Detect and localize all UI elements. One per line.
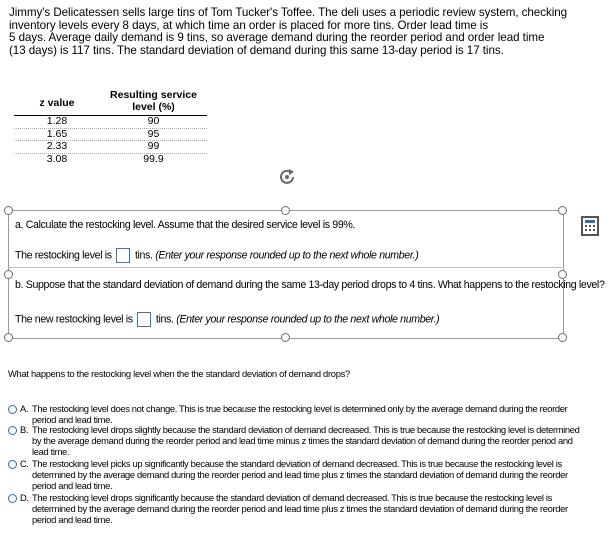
z-cell: 1.28 bbox=[46, 115, 68, 127]
radio-button[interactable] bbox=[8, 460, 17, 469]
radio-button[interactable] bbox=[8, 405, 17, 414]
option-text: The restocking level drops significantly because the standard deviation of demand decreased. This is true because the restocking level is determined by the average demand during the reorder period and lead time plus z times the standard deviation of demand during the reorder period and lead time. bbox=[32, 492, 568, 525]
option-text: The restocking level picks up significantly because the standard deviation of demand decreased. This is true because the restocking level is determined by the average demand during the reorder period and lead time plus z times the standard deviation of demand during the reorder period and lead time. bbox=[32, 458, 568, 491]
intro-line: (13 days) is 117 tins. The standard deviation of demand during this same 13-day period is 17 tins. bbox=[9, 43, 504, 57]
z-value-header: z value bbox=[39, 97, 75, 109]
option-letter: B. bbox=[20, 424, 29, 435]
intro-line: 5 days. Average daily demand is 9 tins, so average demand during the reorder period and order lead time bbox=[9, 31, 545, 45]
option-letter: C. bbox=[20, 458, 29, 469]
intro-line: Jimmy's Delicatessen sells large tins of Tom Tucker's Toffee. The deli uses a periodic review system, checking bbox=[9, 6, 568, 19]
part-a-answer-suffix: tins. bbox=[134, 249, 153, 262]
part-a-prompt: a. Calculate the restocking level. Assume that the desired service level is 99%. bbox=[15, 219, 356, 231]
part-b-prompt: b. Suppose that the standard deviation of demand during the same 13-day period drops to 4 tins. What happens to the restocking level? bbox=[15, 279, 605, 291]
option-letter: D. bbox=[20, 492, 29, 503]
resize-handle[interactable] bbox=[558, 270, 567, 279]
new-restocking-level-input[interactable] bbox=[137, 312, 151, 327]
restocking-level-input[interactable] bbox=[116, 248, 130, 263]
z-cell: 2.33 bbox=[46, 140, 68, 152]
level-cell: 99 bbox=[147, 140, 160, 152]
table-row bbox=[14, 128, 207, 141]
refresh-icon[interactable] bbox=[277, 167, 297, 187]
radio-button[interactable] bbox=[8, 426, 17, 435]
radio-button[interactable] bbox=[8, 494, 17, 503]
resize-handle[interactable] bbox=[558, 333, 567, 342]
part-a-answer-prefix: The restocking level is bbox=[15, 249, 112, 262]
part-b-answer-suffix: tins. bbox=[155, 313, 174, 326]
resize-handle[interactable] bbox=[281, 333, 290, 342]
resize-handle[interactable] bbox=[281, 206, 290, 215]
part-divider bbox=[8, 267, 562, 268]
z-value-table bbox=[14, 89, 207, 165]
table-row bbox=[14, 116, 207, 128]
z-cell: 3.08 bbox=[46, 152, 68, 165]
part-b-answer-prefix: The new restocking level is bbox=[15, 313, 133, 326]
z-cell: 1.65 bbox=[46, 127, 68, 140]
level-cell: 90 bbox=[147, 115, 160, 127]
resize-handle[interactable] bbox=[4, 333, 13, 342]
level-cell: 99.9 bbox=[143, 152, 164, 165]
option-letter: A. bbox=[20, 403, 29, 414]
part-b-hint: (Enter your response rounded up to the next whole number.) bbox=[176, 313, 440, 326]
part-b-answer-line bbox=[15, 312, 439, 327]
option-a[interactable] bbox=[8, 403, 588, 425]
service-level-header bbox=[100, 89, 207, 113]
service-level-header-line1: Resulting service bbox=[110, 89, 197, 101]
calculator-icon[interactable] bbox=[581, 216, 599, 236]
multiple-choice-question: What happens to the restocking level when the the standard deviation of demand drops? bbox=[8, 368, 350, 379]
part-a-hint: (Enter your response rounded up to the next whole number.) bbox=[155, 249, 419, 262]
option-c[interactable] bbox=[8, 458, 588, 491]
intro-line: inventory levels every 8 days, at which time an order is placed for more tins. Order lead time is bbox=[9, 18, 489, 32]
option-text: The restocking level does not change. This is true because the restocking level is determined only by the average demand during the reorder period and lead time. bbox=[32, 403, 568, 425]
table-row bbox=[14, 153, 207, 166]
problem-statement bbox=[9, 7, 601, 57]
table-row bbox=[14, 140, 207, 153]
resize-handle[interactable] bbox=[558, 206, 567, 215]
resize-handle[interactable] bbox=[4, 206, 13, 215]
option-d[interactable] bbox=[8, 492, 588, 525]
resize-handle[interactable] bbox=[4, 270, 13, 279]
table-header bbox=[14, 89, 207, 116]
option-b[interactable] bbox=[8, 424, 588, 457]
option-text: The restocking level drops slightly because the standard deviation of demand decreased. This is true because the restocking level is determined by the average demand during the reorder period and lead time minus z times the standard deviation of demand during the reorder period and lead time. bbox=[32, 424, 580, 457]
part-a-answer-line bbox=[15, 248, 418, 263]
service-level-header-line2: level (%) bbox=[132, 101, 175, 113]
level-cell: 95 bbox=[147, 127, 160, 140]
